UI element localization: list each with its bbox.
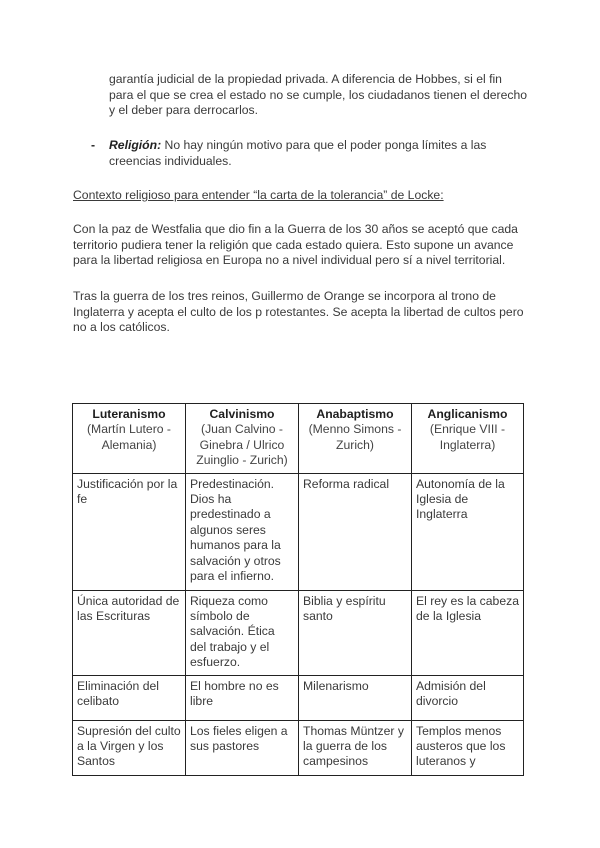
religion-text: No hay ningún motivo para que el poder ponga límites a las creencias individuales. [109, 138, 487, 168]
table-cell: El hombre no es libre [186, 675, 299, 720]
header-name: Calvinismo [209, 407, 275, 421]
table-cell: Supresión del culto a la Virgen y los Santos [73, 720, 186, 775]
religions-table [72, 403, 524, 776]
header-sub: (Juan Calvino - Ginebra / Ulrico Zuinglio - Zurich) [196, 422, 288, 468]
context-heading: Contexto religioso para entender “la carta de la tolerancia” de Locke: [73, 188, 444, 202]
table-cell: Thomas Müntzer y la guerra de los campesinos [299, 720, 412, 775]
header-cell [412, 404, 524, 474]
table-cell: Eliminación del celibato [73, 675, 186, 720]
table-cell: Los fieles eligen a sus pastores [186, 720, 299, 775]
table-cell: Única autoridad de las Escrituras [73, 590, 186, 675]
header-cell [73, 404, 186, 474]
table-cell: Justificación por la fe [73, 473, 186, 590]
context-paragraph-2: Tras la guerra de los tres reinos, Guillermo de Orange se incorpora al trono de Inglaterra y acepta el culto de los p rotestantes. Se acepta la libertad de cultos pero no a los católicos. [73, 289, 524, 335]
table-cell: El rey es la cabeza de la Iglesia [412, 590, 524, 675]
table-header-row [73, 404, 524, 474]
header-cell [299, 404, 412, 474]
paragraph-continuation: garantía judicial de la propiedad privada. A diferencia de Hobbes, si el fin para el que se crea el estado no se cumple, los ciudadanos tienen el derecho y el deber para derrocarlos. [109, 72, 528, 118]
table-row [73, 473, 524, 590]
context-paragraph-1: Con la paz de Westfalia que dio fin a la Guerra de los 30 años se aceptó que cada territorio pudiera tener la religión que cada estado quiera. Esto supone un avance para la libertad religiosa en Europa no a nivel individual pero sí a nivel territorial. [73, 222, 518, 268]
header-sub: (Menno Simons - Zurich) [308, 422, 402, 452]
header-name: Anglicanismo [427, 407, 508, 421]
header-name: Luteranismo [92, 407, 166, 421]
table-row [73, 720, 524, 775]
table-cell: Predestinación. Dios ha predestinado a algunos seres humanos para la salvación y otros para el infierno. [186, 473, 299, 590]
religion-bullet [109, 138, 529, 169]
header-sub: (Martín Lutero - Alemania) [87, 422, 171, 452]
table-cell: Riqueza como símbolo de salvación. Ética del trabajo y el esfuerzo. [186, 590, 299, 675]
table-cell: Biblia y espíritu santo [299, 590, 412, 675]
table-cell: Milenarismo [299, 675, 412, 720]
table-cell: Templos menos austeros que los luteranos y [412, 720, 524, 775]
table-row [73, 675, 524, 720]
religion-label: Religión: [109, 138, 162, 152]
table-cell: Reforma radical [299, 473, 412, 590]
table-cell: Autonomía de la Iglesia de Inglaterra [412, 473, 524, 590]
header-cell [186, 404, 299, 474]
header-sub: (Enrique VIII - Inglaterra) [429, 422, 506, 452]
bullet-marker: - [91, 138, 96, 152]
table-cell: Admisión del divorcio [412, 675, 524, 720]
table-row [73, 590, 524, 675]
header-name: Anabaptismo [316, 407, 394, 421]
